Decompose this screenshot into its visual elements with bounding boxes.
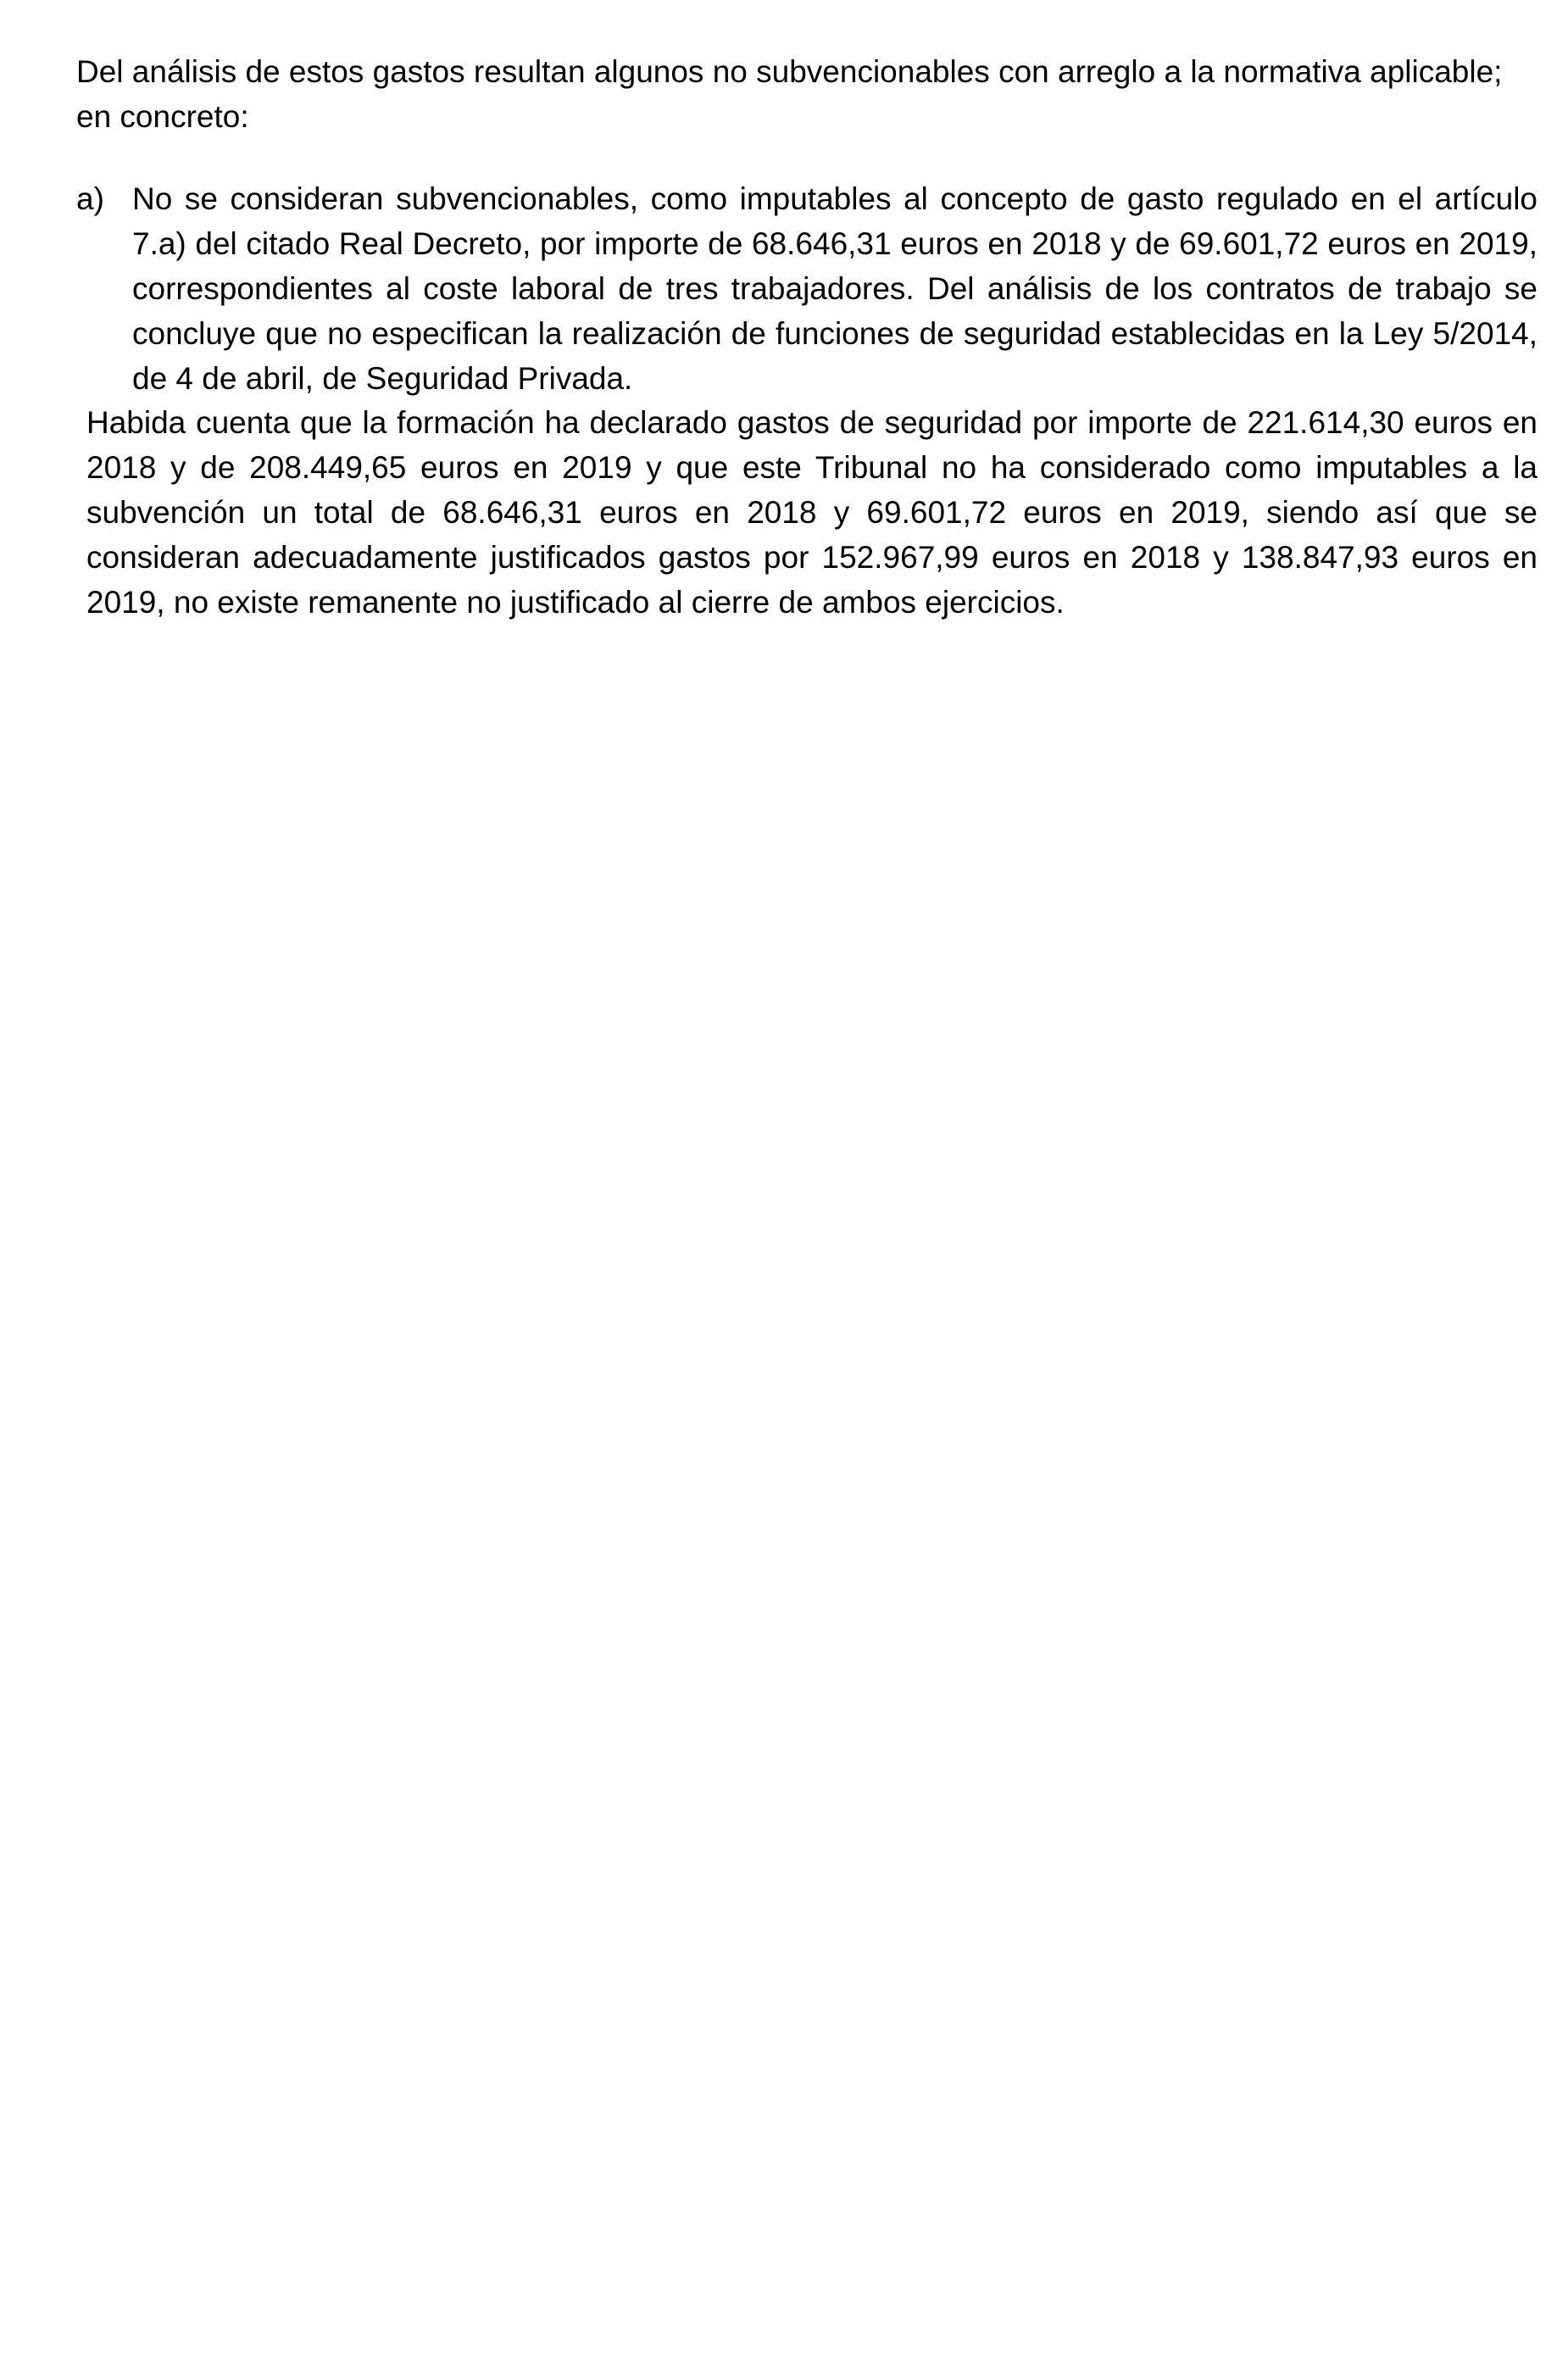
conclusion-paragraph: Habida cuenta que la formación ha declarado gastos de seguridad por importe de 221.614,30 euros en 2018 y de 208.449,65 euros en 2019 y que este Tribunal no ha considerado como imputables a la subvención un total de 68.646,31 euros en 2018 y 69.601,72 euros en 2019, siendo así que se consideran adecuadamente justificados gastos por 152.967,99 euros en 2018 y 138.847,93 euros en 2019, no existe remanente no justificado al cierre de ambos ejercicios.	[86, 405, 1537, 620]
list-item-a	[76, 176, 1537, 401]
list-item-text: No se consideran subvencionables, como imputables al concepto de gasto regulado en el artículo 7.a) del citado Real Decreto, por importe de 68.646,31 euros en 2018 y de 69.601,72 euros en 2019, correspondientes al coste laboral de tres trabajadores. Del análisis de los contratos de trabajo se concluye que no especifican la realización de funciones de seguridad establecidas en la Ley 5/2014, de 4 de abril, de Seguridad Privada.	[132, 181, 1537, 396]
list-marker: a)	[76, 181, 104, 216]
intro-paragraph: Del análisis de estos gastos resultan algunos no subvencionables con arreglo a la normativa aplicable; en concreto:	[76, 54, 1503, 134]
